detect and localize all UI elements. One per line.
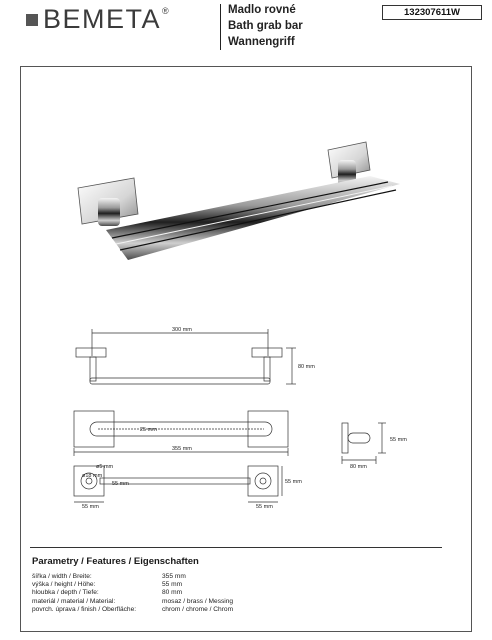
spec-label: materiál / material / Material: [32, 597, 116, 605]
spec-label: povrch. úprava / finish / Oberfläche: [32, 605, 137, 613]
title-divider [220, 4, 221, 50]
spec-row [32, 573, 452, 581]
spec-row [32, 598, 452, 606]
specs-divider [30, 547, 442, 548]
spec-value: 355 mm [162, 573, 186, 580]
spec-value: 80 mm [162, 589, 183, 597]
registered-mark: ® [162, 6, 169, 16]
dim-side-depth: 80 mm [350, 464, 367, 470]
dim-top-height: 80 mm [298, 364, 315, 370]
dim-plan-right-width: 55 mm [256, 504, 273, 510]
title-de: Wannengriff [228, 36, 295, 48]
dim-plan-diameter: ø18 mm [82, 473, 103, 479]
product-code: 132307611W [382, 5, 482, 20]
dim-plan-left-width: 55 mm [82, 504, 99, 510]
logo-square-icon [26, 14, 38, 26]
spec-value: 55 mm [162, 581, 183, 589]
dim-side-height: 55 mm [390, 437, 407, 443]
dim-top-length: 300 mm [172, 327, 192, 333]
spec-row [32, 581, 452, 589]
product-photo [70, 140, 410, 272]
dim-front-offset: 25 mm [140, 427, 157, 433]
title-en: Bath grab bar [228, 20, 303, 32]
spec-label: hloubka / depth / Tiefe: [32, 589, 99, 597]
specs-title: Parametry / Features / Eigenschaften [32, 556, 199, 567]
dim-plan-depth: 55 mm [112, 481, 129, 487]
spec-row [32, 606, 452, 614]
spec-value: chrom / chrome / Chrom [162, 605, 234, 613]
dim-plan-right-height: 55 mm [285, 479, 302, 485]
dim-plan-small: ø5 mm [96, 464, 114, 470]
title-cz: Madlo rovné [228, 4, 296, 16]
spec-row [32, 589, 452, 597]
product-titles [228, 2, 303, 50]
spec-label: šířka / width / Breite: [32, 573, 92, 580]
brand-name: BEMETA [43, 4, 162, 34]
brand-logo [26, 4, 169, 34]
spec-value: mosaz / brass / Messing [162, 597, 234, 605]
header [0, 0, 492, 56]
specs-table [32, 573, 452, 614]
dim-front-length: 355 mm [172, 446, 192, 452]
spec-label: výška / height / Höhe: [32, 581, 96, 589]
